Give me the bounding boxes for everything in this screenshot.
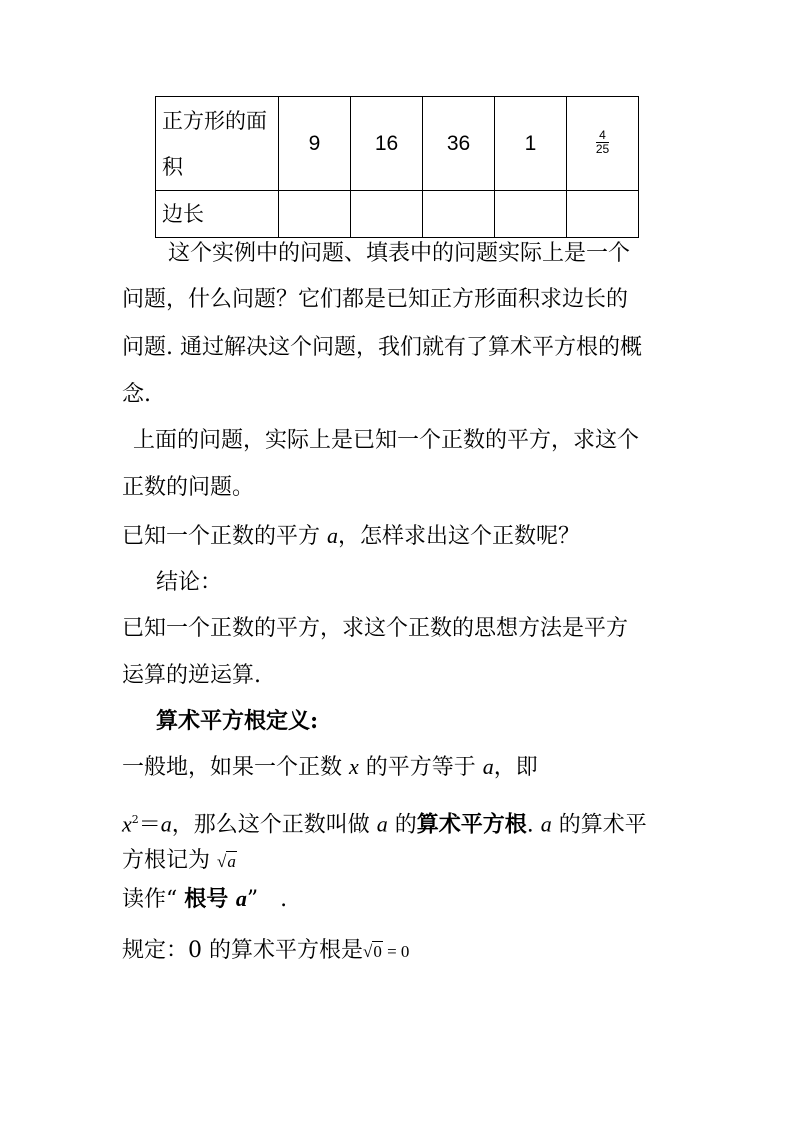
- paragraph-line: 正数的问题。: [122, 475, 255, 500]
- variable-a: a: [482, 754, 494, 779]
- fraction: [596, 129, 609, 156]
- text: ，怎样求出这个正数呢？: [338, 524, 581, 549]
- area-cell: 1: [495, 97, 567, 191]
- row-label-side: 边长: [156, 191, 279, 238]
- read-term: 根号: [184, 886, 236, 912]
- variable-a: a: [540, 811, 552, 837]
- text: 的算术平: [551, 812, 647, 838]
- text: 的平方等于: [358, 755, 483, 780]
- equals-sign: ＝: [138, 812, 161, 838]
- text: 规定：0 的算术平方根是: [122, 938, 363, 963]
- sqrt-a-expression: √a: [217, 852, 236, 871]
- text: .: [526, 812, 541, 838]
- equals-zero: = 0: [382, 942, 410, 961]
- radicand: a: [227, 852, 236, 871]
- text: 已知一个正数的平方: [122, 524, 327, 549]
- variable-a: a: [376, 811, 388, 837]
- paragraph-line: 念.: [122, 382, 151, 407]
- fraction-numerator: 4: [599, 127, 606, 142]
- paragraph-line: 运算的逆运算.: [122, 663, 261, 688]
- row-label-area: 正方形的面积: [156, 97, 279, 191]
- variable-x: x: [122, 811, 132, 837]
- text: 方根记为: [122, 848, 217, 873]
- text: ” .: [246, 887, 288, 912]
- paragraph-line: 上面的问题，实际上是已知一个正数的平方，求这个: [133, 428, 640, 453]
- text: 一般地，如果一个正数: [122, 755, 349, 780]
- paragraph-line: 已知一个正数的平方，求这个正数的思想方法是平方: [122, 616, 629, 641]
- variable-a: a: [235, 886, 247, 911]
- area-cell: 16: [351, 97, 423, 191]
- term-arithmetic-square-root: 算术平方根: [416, 811, 527, 838]
- conclusion-label: 结论：: [156, 570, 223, 595]
- variable-x: x: [349, 754, 359, 779]
- rule-line: [122, 928, 409, 975]
- text: 读作“: [122, 887, 185, 912]
- text: 的: [387, 812, 417, 838]
- variable-a: a: [160, 811, 172, 837]
- area-cell: 36: [423, 97, 495, 191]
- read-as-line: [122, 876, 287, 923]
- fraction-denominator: 25: [595, 141, 610, 156]
- definition-heading: 算术平方根定义:: [156, 708, 319, 734]
- exponent: 2: [131, 813, 139, 826]
- definition-line: [122, 744, 538, 791]
- question-line: [122, 513, 580, 560]
- table-row-area: [156, 97, 639, 191]
- paragraph-line: 问题. 通过解决这个问题，我们就有了算术平方根的概: [122, 335, 642, 360]
- area-cell-fraction: [567, 97, 639, 191]
- paragraph-line: 问题，什么问题？它们都是已知正方形面积求边长的: [122, 287, 629, 312]
- area-side-table: [155, 96, 639, 238]
- area-cell: 9: [279, 97, 351, 191]
- radicand: 0: [373, 942, 382, 961]
- paragraph-line: 这个实例中的问题、填表中的问题实际上是一个: [168, 241, 631, 266]
- text: ，即: [493, 755, 538, 780]
- text: ，那么这个正数叫做: [171, 812, 377, 838]
- sqrt-zero-expression: √0 = 0: [363, 942, 410, 961]
- variable-a: a: [327, 523, 338, 548]
